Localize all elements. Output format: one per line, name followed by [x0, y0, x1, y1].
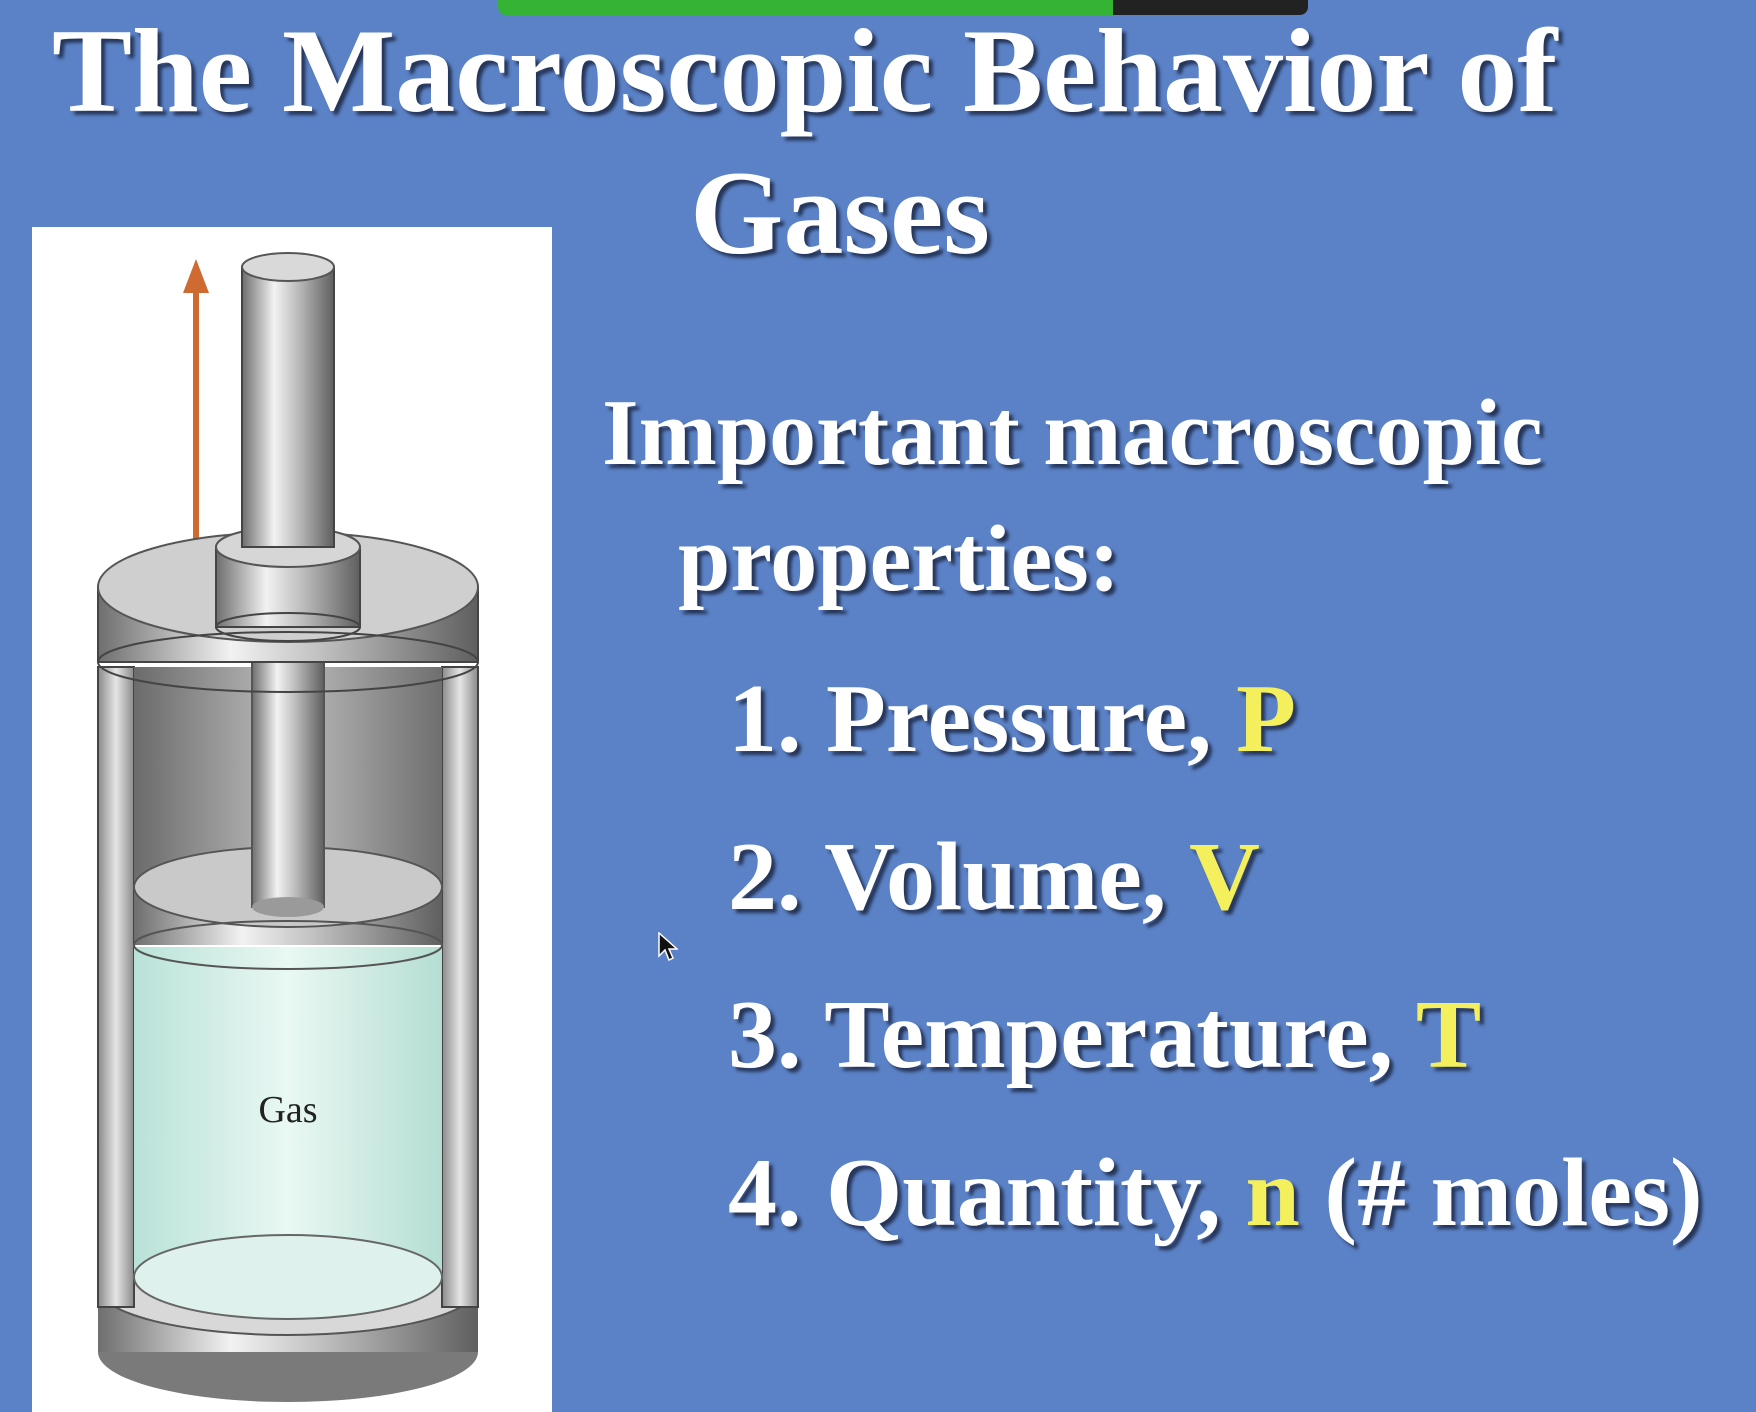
item-number: 2.: [728, 823, 802, 931]
item-number: 4.: [728, 1139, 802, 1247]
list-item-temperature: [728, 956, 1703, 1114]
property-list: [728, 640, 1703, 1272]
item-name: Pressure,: [826, 665, 1212, 773]
list-item-volume: [728, 798, 1703, 956]
item-note: (# moles): [1324, 1139, 1703, 1247]
item-name: Temperature,: [824, 981, 1394, 1089]
intro-line-2: properties:: [678, 507, 1121, 611]
item-symbol: V: [1189, 823, 1260, 931]
item-symbol: P: [1236, 665, 1296, 773]
item-name: Quantity,: [826, 1139, 1221, 1247]
item-number: 3.: [728, 981, 802, 1089]
piston-cylinder-icon: [32, 227, 552, 1412]
item-number: 1.: [728, 665, 802, 773]
mouse-pointer-icon: [658, 932, 678, 962]
piston-cylinder-figure: [32, 227, 552, 1412]
properties-intro: [602, 370, 1702, 622]
intro-line-1: Important macroscopic: [602, 381, 1543, 485]
item-symbol: n: [1245, 1139, 1300, 1247]
title-line-2: Gases: [690, 146, 990, 279]
item-symbol: T: [1415, 981, 1482, 1089]
list-item-pressure: [728, 640, 1703, 798]
item-name: Volume,: [824, 823, 1167, 931]
list-item-quantity: [728, 1114, 1703, 1272]
gas-label: Gas: [258, 1089, 318, 1131]
title-line-1: The Macroscopic Behavior of: [52, 4, 1558, 137]
